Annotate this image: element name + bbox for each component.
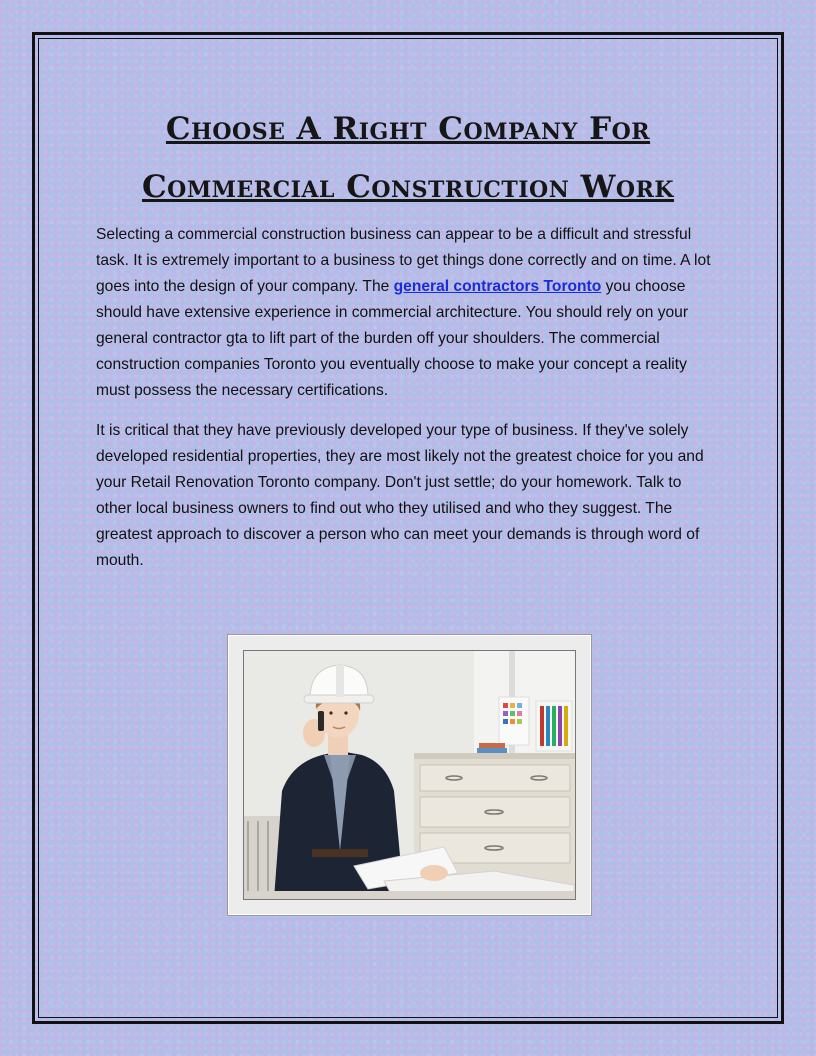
woman-in-hard-hat-image xyxy=(244,651,575,899)
paragraph-1 xyxy=(96,222,718,404)
title-line-1: Choose A Right Company For xyxy=(165,111,651,147)
paragraph-2: It is critical that they have previously developed your type of business. If they've solely developed residential properties, they are most likely not the greatest choice for you and your Retail Renovation Toronto company. Don't just settle; do your homework. Talk to other local business owners to find out who they utilised and who they suggest. The greatest approach to discover a person who can meet your demands is through word of mouth. xyxy=(96,422,704,569)
contractor-photo xyxy=(243,650,576,900)
paragraph-1-text-end: you choose should have extensive experience in commercial architecture. You should rely on your general contractor gta to lift part of the burden off your shoulders. The commercial construction companies Toronto you eventually choose to make your concept a reality must possess the necessary certifications. xyxy=(96,278,689,399)
title-line-2: Commercial Construction Work xyxy=(141,169,675,205)
photo-frame xyxy=(227,634,592,916)
general-contractors-link[interactable]: general contractors Toronto xyxy=(393,278,602,295)
paragraph-1-text-start: Selecting a commercial construction business can appear to be a difficult and stressful task. It is extremely important to a business to get things done correctly and on time. A lot goes into the design of your company. The xyxy=(96,226,711,295)
article-body xyxy=(96,222,718,588)
page-title xyxy=(60,100,756,216)
